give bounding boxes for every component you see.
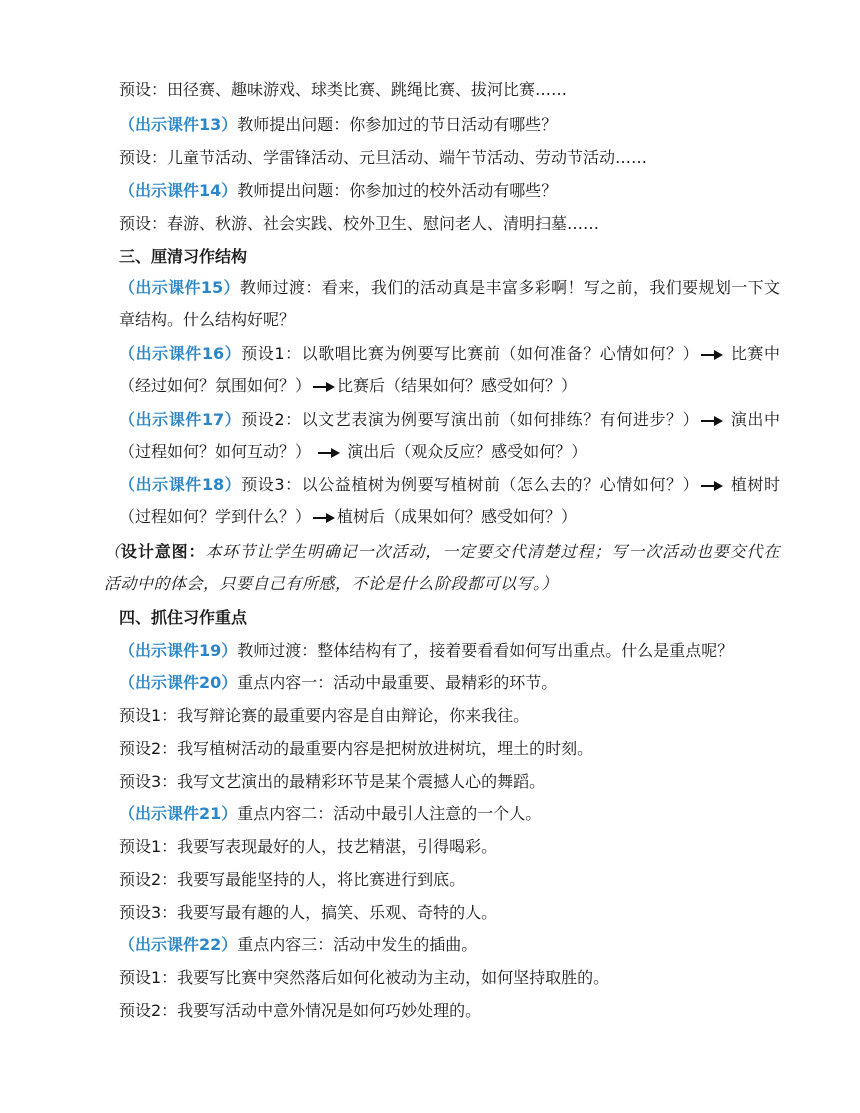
design-intent-label: 设计意图： bbox=[120, 542, 206, 561]
courseware-line bbox=[82, 667, 780, 699]
preset-line: 预设1：我要写比赛中突然落后如何化被动为主动，如何坚持取胜的。 bbox=[119, 968, 610, 987]
right-arrow-icon bbox=[318, 448, 340, 458]
courseware-tag: （出示课件14） bbox=[119, 181, 238, 200]
paragraph-text: 教师提出问题：你参加过的校外活动有哪些？ bbox=[237, 181, 558, 200]
right-arrow-icon bbox=[701, 350, 723, 360]
preset-line: 预设2：我要写活动中意外情况是如何巧妙处理的。 bbox=[119, 1001, 482, 1020]
preset-line bbox=[82, 208, 780, 240]
paragraph-text: 教师过渡：整体结构有了，接着要看看如何写出重点。什么是重点呢？ bbox=[237, 641, 734, 660]
courseware-tag: （出示课件20） bbox=[119, 673, 238, 692]
preset-line: 预设2：我写植树活动的最重要内容是把树放进树坑，埋土的时刻。 bbox=[119, 739, 594, 758]
preset-line bbox=[82, 142, 780, 174]
paragraph-text: 重点内容一：活动中最重要、最精彩的环节。 bbox=[237, 673, 558, 692]
courseware-paragraph bbox=[82, 469, 780, 533]
paragraph-text: 教师提出问题：你参加过的节日活动有哪些？ bbox=[237, 115, 558, 134]
paragraph-text: 预设3：以公益植树为例要写植树前（怎么去的？心情如何？） bbox=[241, 475, 700, 494]
paragraph-text: 植树时（过程如何？学到什么？） bbox=[119, 475, 780, 526]
courseware-tag: （出示课件19） bbox=[119, 641, 238, 660]
preset-line: 预设1：我要写表现最好的人，技艺精湛，引得喝彩。 bbox=[119, 837, 498, 856]
right-arrow-icon bbox=[313, 513, 335, 523]
paragraph-text: 比赛中（经过如何？氛围如何？） bbox=[119, 344, 780, 395]
paragraph-text: 演出后（观众反应？感受如何？） bbox=[347, 442, 588, 461]
close-paren: ） bbox=[541, 574, 559, 593]
paragraph-text: 预设2：以文艺表演为例要写演出前（如何排练？有何进步？） bbox=[241, 410, 700, 429]
paragraph-text: 重点内容三：活动中发生的插曲。 bbox=[237, 935, 478, 954]
paragraph-text: 比赛后（结果如何？感受如何？） bbox=[337, 376, 578, 395]
section-heading: 三、厘清习作结构 bbox=[119, 247, 248, 266]
section-heading: 四、抓住习作重点 bbox=[119, 608, 248, 627]
courseware-line bbox=[82, 109, 780, 141]
courseware-paragraph bbox=[82, 338, 780, 402]
courseware-tag: （出示课件18） bbox=[119, 475, 242, 494]
preset-line: 预设2：我要写最能坚持的人，将比赛进行到底。 bbox=[119, 870, 466, 889]
preset-line: 预设1：我写辩论赛的最重要内容是自由辩论，你来我往。 bbox=[119, 706, 530, 725]
preset-line: 预设3：我写文艺演出的最精彩环节是某个震撼人心的舞蹈。 bbox=[119, 772, 546, 791]
courseware-tag: （出示课件21） bbox=[119, 804, 238, 823]
right-arrow-icon bbox=[701, 481, 723, 491]
design-intent-text: 本环节让学生明确记一次活动，一定要交代清楚过程；写一次活动也要交代在活动中的体会，只要自己有所感，不论是什么阶段都可以写。 bbox=[104, 542, 780, 593]
courseware-paragraph bbox=[82, 404, 780, 468]
preset-line bbox=[82, 74, 780, 106]
preset-line: 预设3：我要写最有趣的人，搞笑、乐观、奇特的人。 bbox=[119, 903, 498, 922]
courseware-line bbox=[82, 175, 780, 207]
courseware-paragraph bbox=[82, 272, 780, 336]
right-arrow-icon bbox=[313, 382, 335, 392]
courseware-tag: （出示课件17） bbox=[119, 410, 242, 429]
preset-text: 预设：春游、秋游、社会实践、校外卫生、慰问老人、清明扫墓…… bbox=[119, 214, 600, 233]
courseware-tag: （出示课件15） bbox=[119, 278, 240, 297]
preset-text: 预设：儿童节活动、学雷锋活动、元旦活动、端午节活动、劳动节活动…… bbox=[119, 148, 648, 167]
design-intent-note bbox=[104, 536, 780, 600]
paragraph-text: 演出中（过程如何？如何互动？） bbox=[119, 410, 780, 461]
paragraph-text: 教师过渡：看来，我们的活动真是丰富多彩啊！写之前，我们要规划一下文章结构。什么结构好呢？ bbox=[119, 278, 780, 329]
right-arrow-icon bbox=[701, 416, 723, 426]
courseware-tag: （出示课件16） bbox=[119, 344, 242, 363]
paragraph-text: 预设1：以歌唱比赛为例要写比赛前（如何准备？心情如何？） bbox=[241, 344, 700, 363]
open-paren: （ bbox=[104, 542, 121, 561]
courseware-line bbox=[82, 929, 780, 961]
courseware-line bbox=[82, 635, 780, 667]
courseware-tag: （出示课件22） bbox=[119, 935, 238, 954]
preset-text: 预设：田径赛、趣味游戏、球类比赛、跳绳比赛、拔河比赛…… bbox=[119, 80, 568, 99]
paragraph-text: 重点内容二：活动中最引人注意的一个人。 bbox=[237, 804, 542, 823]
courseware-tag: （出示课件13） bbox=[119, 115, 238, 134]
courseware-line bbox=[82, 798, 780, 830]
paragraph-text: 植树后（成果如何？感受如何？） bbox=[337, 507, 578, 526]
